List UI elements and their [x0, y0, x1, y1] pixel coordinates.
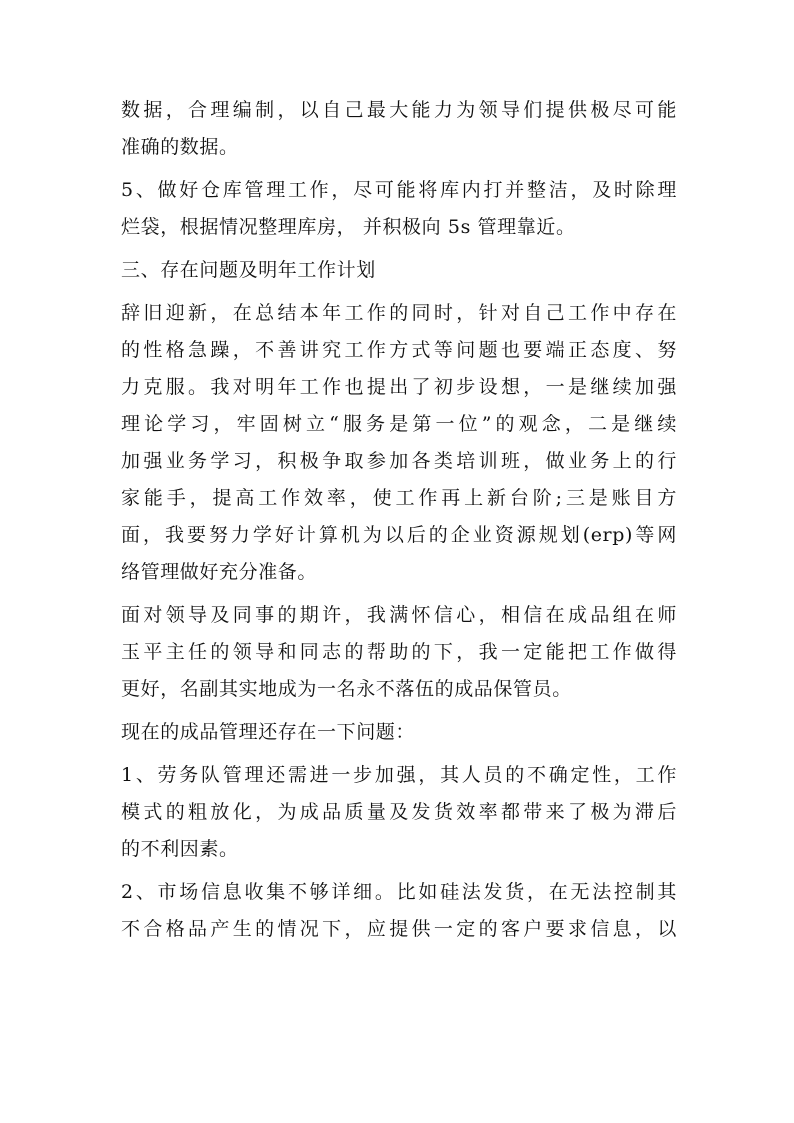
text-line: 5、做好仓库管理工作，尽可能将库内打并整洁，及时除理	[121, 179, 677, 201]
text-line: 更好，名副其实地成为一名永不落伍的成品保管员。	[121, 678, 572, 700]
text-line: 准确的数据。	[121, 136, 239, 158]
text-line: 数据，合理编制，以自己最大能力为领导们提供极尽可能	[121, 99, 677, 121]
text-line: 络管理做好充分准备。	[121, 561, 318, 583]
text-line: 1、劳务队管理还需进一步加强，其人员的不确定性，工作	[121, 764, 677, 786]
text-line: 的不利因素。	[121, 838, 239, 860]
text-line: 加强业务学习，积极争取参加各类培训班，做业务上的行	[121, 450, 677, 472]
text-line: 烂袋，根据情况整理库房， 并积极向 5s 管理靠近。	[121, 216, 576, 238]
text-line: 面对领导及同事的期许，我满怀信心，相信在成品组在师	[121, 604, 677, 626]
text-line: 辞旧迎新，在总结本年工作的同时，针对自己工作中存在	[121, 302, 677, 324]
text-line: 理论学习，牢固树立“服务是第一位”的观念，二是继续	[121, 413, 677, 435]
text-line: 2、市场信息收集不够详细。比如硅法发货，在无法控制其	[121, 881, 677, 903]
text-line: 家能手，提高工作效率，使工作再上新台阶;三是账目方	[121, 487, 677, 509]
text-line: 现在的成品管理还存在一下问题：	[121, 721, 416, 743]
text-line: 不合格品产生的情况下，应提供一定的客户要求信息，以	[121, 918, 677, 940]
document-body	[121, 92, 677, 948]
text-line: 力克服。我对明年工作也提出了初步设想，一是继续加强	[121, 376, 677, 398]
text-line: 模式的粗放化，为成品质量及发货效率都带来了极为滞后	[121, 801, 677, 823]
text-line: 面，我要努力学好计算机为以后的企业资源规划(erp)等网	[121, 524, 677, 546]
section-heading: 三、存在问题及明年工作计划	[121, 259, 376, 281]
text-line: 的性格急躁，不善讲究工作方式等问题也要端正态度、努	[121, 339, 677, 361]
text-line: 玉平主任的领导和同志的帮助的下，我一定能把工作做得	[121, 641, 677, 663]
